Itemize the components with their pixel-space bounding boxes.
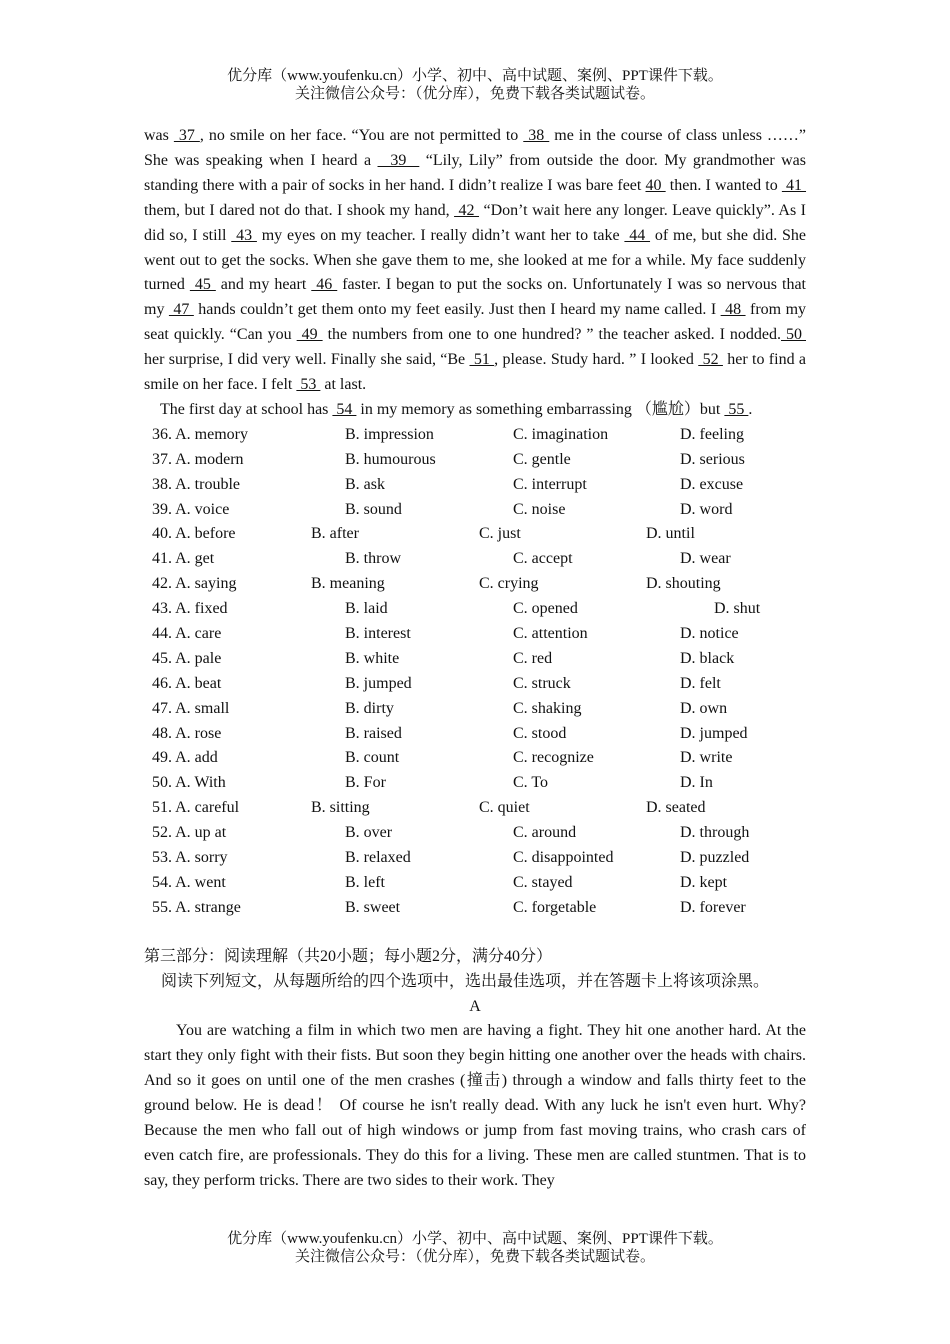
option-c: C. accept — [513, 550, 573, 568]
option-row-55 — [144, 896, 806, 921]
blank-42: 42 — [454, 201, 480, 219]
option-a: 46. A. beat — [152, 674, 222, 692]
option-d: D. feeling — [680, 425, 744, 443]
text: The first day at school has — [160, 400, 333, 418]
blank-44: 44 — [624, 226, 651, 244]
option-d: D. serious — [680, 450, 745, 468]
option-d: D. shouting — [646, 575, 721, 593]
reading-passage-a: You are watching a film in which two men are having a fight. They hit one another hard. At the start they only fight with their fists. But soon they begin hitting one another over the heads with chairs. And so it goes on until one of the men crashes (撞击) through a window and falls thirty feet to the ground below. He is dead！ Of course he isn't really dead. With any luck he isn't even hurt. Why? Because the men who fall out of high windows or jump from fast moving trains, who crash cars of even catch fire, are professionals. They do this for a living. These men are called stuntmen. That is to say, they perform tricks. There are two sides to their work. They — [144, 1022, 806, 1189]
option-d: D. notice — [680, 625, 739, 642]
text: “Don’t wait here any longer. Leave quickly”. As I did so, I still — [144, 201, 806, 244]
option-c: C. stayed — [513, 873, 573, 891]
option-row-47 — [144, 697, 806, 722]
option-c: C. quiet — [479, 799, 530, 817]
option-b: B. after — [311, 525, 359, 543]
text: hands couldn’t get them onto my feet easily. Just then I heard my name called. I — [193, 301, 721, 319]
blank-49: 49 — [296, 326, 323, 344]
option-d: D. through — [680, 824, 750, 842]
option-row-54 — [144, 871, 806, 896]
option-row-46 — [144, 672, 806, 697]
blank-43: 43 — [231, 226, 257, 244]
option-b: B. left — [345, 873, 385, 891]
option-c: C. struck — [513, 674, 571, 692]
option-a: 39. A. voice — [152, 500, 230, 518]
text: her surprise, I did very well. Finally she said, “Be — [144, 351, 470, 369]
option-b: B. ask — [345, 475, 385, 493]
text: “Lily, Lily” from outside the door. My grandmother was standing there with a pair of socks in her hand. I didn’t realize I was bare feet — [144, 151, 807, 194]
option-d: D. felt — [680, 674, 721, 692]
blank-51: 51 — [469, 351, 495, 369]
option-row-36 — [144, 423, 806, 448]
option-b: B. raised — [345, 724, 402, 742]
blank-47: 47 — [168, 301, 194, 319]
blank-37: 37 — [173, 127, 200, 144]
option-a: 43. A. fixed — [152, 600, 228, 618]
text: of me, but she did. She went out to get the socks. When she gave them to me, she looked at me for a while. My face suddenly turned — [144, 226, 807, 294]
option-b: B. relaxed — [345, 849, 411, 867]
option-c: C. gentle — [513, 450, 571, 468]
option-a: 52. A. up at — [152, 824, 227, 842]
option-row-53 — [144, 846, 806, 871]
option-d: D. kept — [680, 873, 728, 891]
blank-48: 48 — [720, 301, 746, 319]
blank-46: 46 — [311, 276, 338, 294]
option-d: D. own — [680, 699, 728, 717]
option-row-41 — [144, 547, 806, 572]
blank-50: 50 — [781, 326, 806, 344]
option-a: 45. A. pale — [152, 649, 222, 667]
option-b: B. throw — [345, 550, 401, 568]
option-a: 51. A. careful — [152, 799, 240, 817]
option-a: 36. A. memory — [152, 425, 248, 443]
blank-39: 39 — [377, 151, 420, 169]
option-row-44 — [144, 622, 806, 647]
page-footer — [0, 1230, 950, 1266]
option-row-45 — [144, 647, 806, 672]
option-row-37 — [144, 448, 806, 473]
blank-45: 45 — [189, 276, 216, 294]
option-b: B. jumped — [345, 674, 412, 692]
option-row-43 — [144, 597, 806, 622]
option-b: B. impression — [345, 425, 434, 443]
option-c: C. noise — [513, 500, 566, 518]
text: faster. I began to put the socks on. Unfortunately I was so nervous that my — [144, 276, 807, 319]
option-b: B. sound — [345, 500, 402, 518]
option-row-50 — [144, 771, 806, 796]
option-c: C. just — [479, 525, 521, 543]
option-a: 44. A. care — [152, 625, 222, 642]
option-row-52 — [144, 821, 806, 846]
option-c: C. To — [513, 774, 549, 792]
option-c: C. stood — [513, 724, 567, 742]
option-row-38 — [144, 473, 806, 498]
text: me in the course of class unless ……” She was speaking when I heard a — [144, 127, 807, 169]
text: was — [144, 127, 174, 144]
text: the numbers from one to one hundred? ” the teacher asked. I nodded. — [322, 326, 782, 344]
option-b: B. For — [345, 774, 386, 792]
option-c: C. opened — [513, 600, 578, 618]
option-d: D. word — [680, 500, 733, 518]
option-d: D. jumped — [680, 724, 748, 742]
passage-label: A — [469, 997, 481, 1015]
option-a: 53. A. sorry — [152, 849, 228, 867]
options-list — [144, 423, 806, 921]
cloze-paragraph-2 — [144, 398, 806, 423]
text: her to find a smile on her face. I felt — [144, 351, 807, 394]
page-body — [144, 124, 806, 1194]
option-d: D. wear — [680, 550, 731, 568]
header-line-1: 优分库（www.youfenku.cn）小学、初中、高中试题、案例、PPT课件下载。 — [227, 68, 723, 84]
option-b: B. white — [345, 649, 400, 667]
option-a: 40. A. before — [152, 525, 236, 543]
option-c: C. imagination — [513, 425, 609, 443]
option-a: 37. A. modern — [152, 450, 244, 468]
option-a: 42. A. saying — [152, 575, 237, 593]
text: then. I wanted to — [665, 176, 782, 194]
option-row-51 — [144, 796, 806, 821]
text: , no smile on her face. “You are not permitted to — [199, 127, 524, 144]
blank-54: 54 — [332, 400, 357, 418]
option-c: C. attention — [513, 625, 588, 642]
blank-38: 38 — [523, 127, 550, 144]
option-d: D. shut — [714, 600, 761, 618]
option-a: 38. A. trouble — [152, 475, 240, 493]
footer-line-1: 优分库（www.youfenku.cn）小学、初中、高中试题、案例、PPT课件下载。 — [227, 1231, 723, 1247]
blank-40: 40 — [645, 176, 666, 194]
option-c: C. forgetable — [513, 898, 597, 916]
option-b: B. humourous — [345, 450, 436, 468]
option-b: B. sweet — [345, 898, 401, 916]
option-b: B. meaning — [311, 575, 385, 593]
option-c: C. shaking — [513, 699, 582, 717]
section-3-title: 第三部分：阅读理解（共20小题；每小题2分，满分40分） — [144, 947, 553, 965]
option-a: 55. A. strange — [152, 898, 241, 916]
option-d: D. puzzled — [680, 849, 750, 867]
option-row-39 — [144, 498, 806, 523]
option-b: B. over — [345, 824, 393, 842]
option-row-42 — [144, 572, 806, 597]
text: . — [748, 400, 753, 418]
option-a: 41. A. get — [152, 550, 215, 568]
blank-52: 52 — [698, 351, 723, 369]
option-d: D. black — [680, 649, 735, 667]
option-d: D. forever — [680, 898, 746, 916]
option-a: 49. A. add — [152, 749, 218, 767]
text: them, but I dared not do that. I shook my hand, — [144, 201, 455, 219]
option-d: D. seated — [646, 799, 706, 817]
blank-55: 55 — [724, 400, 749, 418]
option-b: B. sitting — [311, 799, 370, 817]
option-d: D. excuse — [680, 475, 744, 493]
option-row-48 — [144, 722, 806, 747]
option-c: C. disappointed — [513, 849, 614, 867]
option-d: D. write — [680, 749, 733, 767]
section-3-instruction: 阅读下列短文，从每题所给的四个选项中，选出最佳选项，并在答题卡上将该项涂黑。 — [161, 972, 770, 990]
option-c: C. recognize — [513, 749, 594, 767]
option-c: C. interrupt — [513, 475, 587, 493]
text: in my memory as something embarrassing （尴尬）but — [356, 400, 725, 418]
option-row-40 — [144, 522, 806, 547]
text: my eyes on my teacher. I really didn’t want her to take — [256, 226, 625, 244]
text: at last. — [320, 376, 367, 394]
blank-53: 53 — [296, 376, 321, 394]
option-a: 54. A. went — [152, 873, 226, 891]
option-b: B. dirty — [345, 699, 394, 717]
option-b: B. laid — [345, 600, 388, 618]
option-d: D. until — [646, 525, 695, 543]
blank-41: 41 — [781, 176, 807, 194]
option-row-49 — [144, 746, 806, 771]
cloze-paragraph-1 — [144, 124, 806, 398]
footer-line-2: 关注微信公众号：（优分库），免费下载各类试题试卷。 — [294, 1249, 655, 1265]
option-a: 47. A. small — [152, 699, 230, 717]
option-d: D. In — [680, 774, 713, 792]
text: , please. Study hard. ” I looked — [494, 351, 699, 369]
option-b: B. count — [345, 749, 400, 767]
text: and my heart — [215, 276, 312, 294]
option-c: C. around — [513, 824, 577, 842]
option-a: 48. A. rose — [152, 724, 222, 742]
option-c: C. crying — [479, 575, 539, 593]
header-line-2: 关注微信公众号：（优分库），免费下载各类试题试卷。 — [294, 86, 655, 102]
option-a: 50. A. With — [152, 774, 226, 792]
text: from my seat quickly. “Can you — [144, 301, 807, 344]
option-b: B. interest — [345, 625, 411, 642]
option-c: C. red — [513, 649, 553, 667]
page-header — [0, 67, 950, 103]
